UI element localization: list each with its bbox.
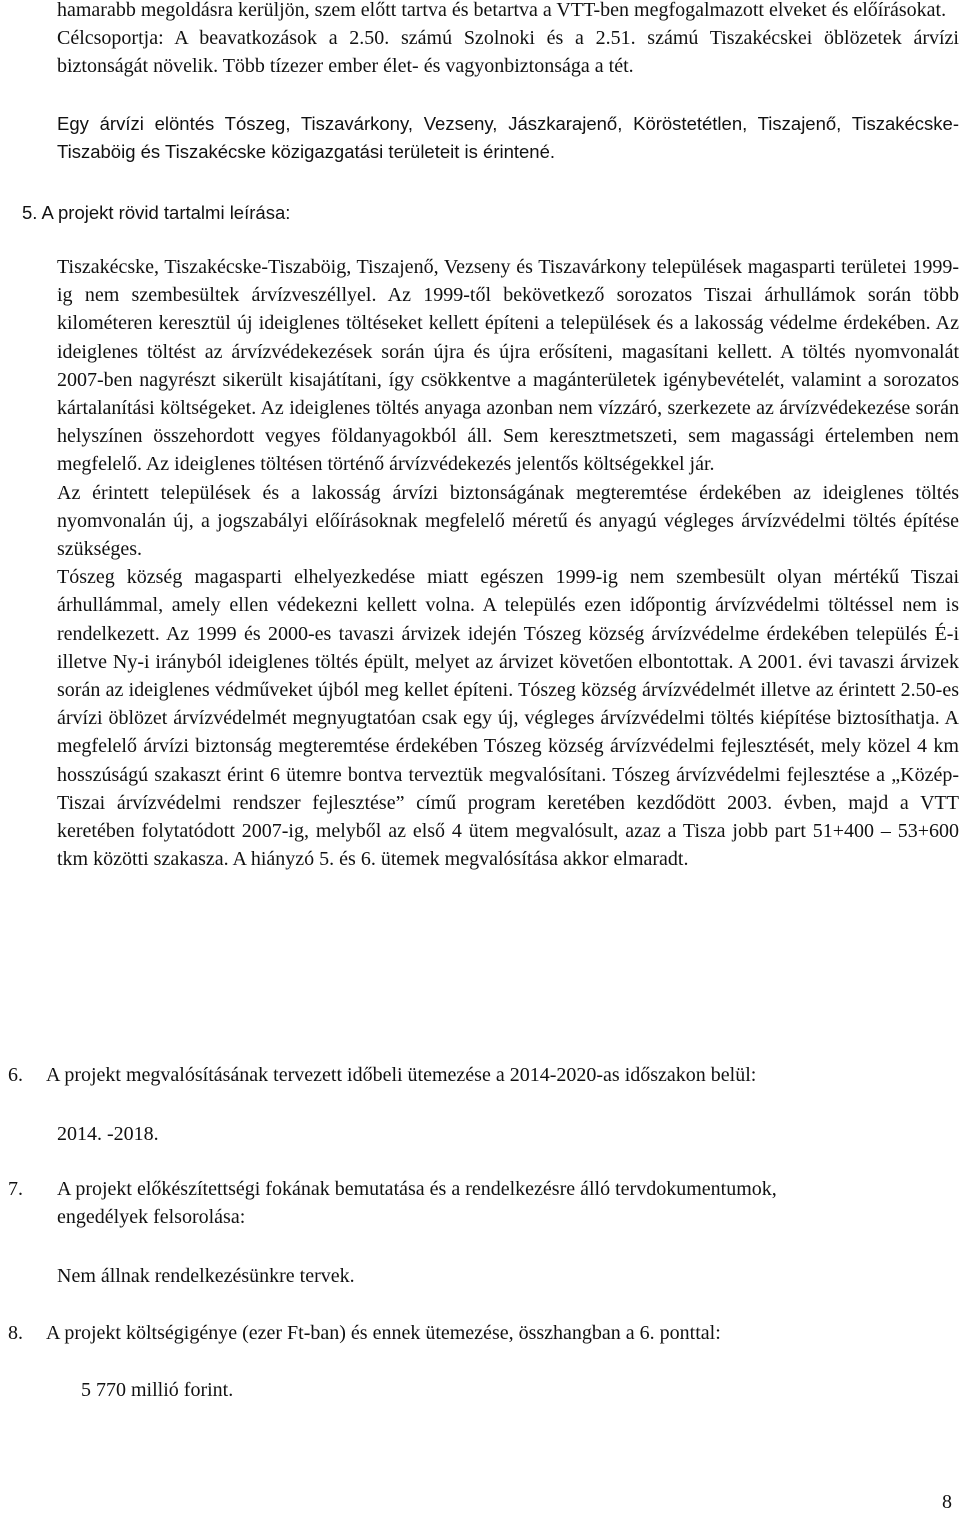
- section-6-number: 6.: [8, 1064, 23, 1086]
- intro-text-1: hamarabb megoldásra kerüljön, szem előtt tartva és betartva a VTT-ben megfogalmazott elveket és előírásokat.: [57, 0, 947, 21]
- intro-text-3: Egy árvízi elöntés Tószeg, Tiszavárkony, Vezseny, Jászkarajenő, Köröstetétlen, Tiszajenő, Tiszakécske-Tiszaböig és Tiszakécske közigazgatási területeit is érintené.: [57, 113, 959, 163]
- section-5-body: [57, 253, 959, 873]
- section-7-answer: Nem állnak rendelkezésünkre tervek.: [57, 1265, 355, 1287]
- section-5-paragraph-3: Tószeg község magasparti elhelyezkedése miatt egészen 1999-ig nem szembesült olyan mértékű Tiszai árhullámmal, amely ellen védekezni kellett volna. A település ezen időpontig árvízvédelmi töltéssel nem is rendelkezett. Az 1999 és 2000-es tavaszi árvizek idején Tószeg község árvízvédelme érdekében település É-i illetve Ny-i irányból ideiglenes töltés épült, melyet az árvizet követően elbontottak. A 2001. évi tavaszi árvizek során az ideiglenes védműveket újból meg kellet építeni. Tószeg község árvízvédelmét illetve az érintett 2.50-es árvízi öblözet árvízvédelmét megnyugtatóan csak egy új, végleges árvízvédelmi töltés kiépítése biztosíthatja. A megfelelő árvízi biztonság megteremtése érdekében Tószeg község árvízvédelmi fejlesztését, mely közel 4 km hosszúságú szakaszt érint 6 ütemre bontva terveztük megvalósítani. Tószeg árvízvédelmi fejlesztése a „Közép-Tiszai árvízvédelmi rendszer fejlesztése” című program keretében kezdődött 2003. évben, majd a VTT keretében folytatódott 2007-ig, melyből az első 4 ütem megvalósult, azaz a Tisza jobb part 51+400 – 53+600 tkm közötti szakasza. A hiányzó 5. és 6. ütemek megvalósítása akkor elmaradt.: [57, 566, 959, 871]
- intro-paragraph: [57, 0, 959, 81]
- section-7-heading-line-2: engedélyek felsorolása:: [57, 1206, 246, 1228]
- section-8-heading: A projekt költségigénye (ezer Ft-ban) és ennek ütemezése, összhangban a 6. ponttal:: [46, 1322, 721, 1344]
- section-8-answer: 5 770 millió forint.: [81, 1379, 234, 1401]
- page-number: 8: [942, 1491, 952, 1513]
- section-7-number: 7.: [8, 1178, 23, 1200]
- intro-affected-areas: [57, 110, 959, 166]
- section-5-paragraph-1: Tiszakécske, Tiszakécske-Tiszaböig, Tiszajenő, Vezseny és Tiszavárkony települések magasparti területei 1999-ig nem szembesültek árvízveszéllyel. Az 1999-től bekövetkező sorozatos Tiszai árhullámok során több kilométeren keresztül új ideiglenes töltéseket kellett építeni a települések és a lakosság védelme érdekében. Az ideiglenes töltést az árvízvédekezések során újra és újra erősíteni, magasítani kellett. A töltés nyomvonalát 2007-ben nagyrészt sikerült kisajátítani, így csökkentve a magánterületek igénybevételét, valamint a sorozatos kártalanítási költségeket. Az ideiglenes töltés anyaga azonban nem vízzáró, szerkezete az árvízvédekezése során helyszínen összehordott vegyes földanyagokból áll. Sem keresztmetszeti, sem magassági értelemben nem megfelelő. Az ideiglenes töltésen történő árvízvédekezés jelentős költségekkel jár.: [57, 256, 959, 476]
- section-5-paragraph-2: Az érintett települések és a lakosság árvízi biztonságának megteremtése érdekében az ideiglenes töltés nyomvonalán új, a jogszabályi előírásoknak megfelelő méretű és anyagú végleges árvízvédelmi töltés építése szükséges.: [57, 481, 959, 561]
- section-6-answer: 2014. -2018.: [57, 1123, 159, 1145]
- section-8-number: 8.: [8, 1322, 23, 1344]
- section-7-heading-line-1: A projekt előkészítettségi fokának bemutatása és a rendelkezésre álló tervdokumentumok,: [57, 1178, 777, 1200]
- intro-text-2: Célcsoportja: A beavatkozások a 2.50. számú Szolnoki és a 2.51. számú Tiszakécskei öblözetek árvízi biztonságát növelik. Több tízezer ember élet- és vagyonbiztonsága a tét.: [57, 27, 959, 78]
- section-6-heading: A projekt megvalósításának tervezett időbeli ütemezése a 2014-2020-as időszakon belül:: [46, 1064, 757, 1086]
- section-5-heading: 5. A projekt rövid tartalmi leírása:: [22, 202, 291, 223]
